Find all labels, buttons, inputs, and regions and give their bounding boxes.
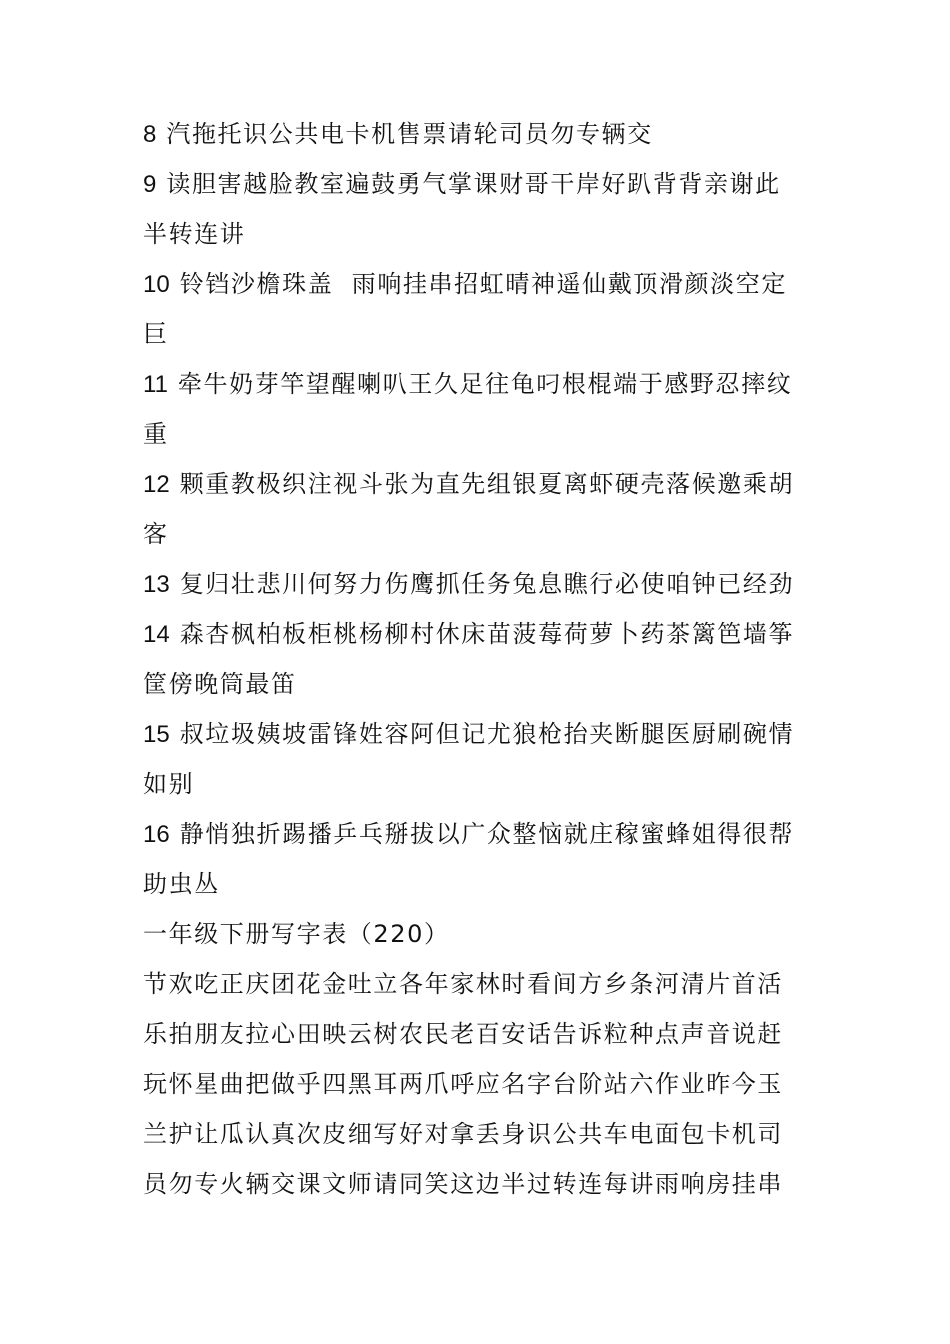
lesson-10-continuation: 巨 <box>143 320 169 348</box>
lesson-number: 8 <box>143 121 157 148</box>
lesson-characters: 叔垃圾姨坡雷锋姓容阿但记尤狼枪抬夹断腿医厨刷碗情 <box>179 720 795 748</box>
lesson-number: 11 <box>143 371 168 398</box>
lesson-number: 13 <box>143 571 170 598</box>
writing-table-line: 节欢吃正庆团花金吐立各年家林时看间方乡条河清片首活 <box>143 970 783 998</box>
lesson-11-continuation: 重 <box>143 420 169 448</box>
lesson-number: 14 <box>143 621 170 648</box>
lesson-9-continuation: 半转连讲 <box>143 220 246 248</box>
lesson-12-continuation: 客 <box>143 520 169 548</box>
lesson-14-line <box>143 609 813 659</box>
lesson-number: 12 <box>143 471 170 498</box>
lesson-number: 9 <box>143 171 157 198</box>
lesson-characters: 铃铛沙檐珠盖 雨响挂串招虹晴神遥仙戴顶滑颜淡空定 <box>179 270 787 298</box>
lesson-characters: 复归壮悲川何努力伤鹰抓任务兔息瞧行必使咱钟已经劲 <box>179 570 795 598</box>
lesson-13-line <box>143 559 813 609</box>
lesson-12-line <box>143 459 813 509</box>
lesson-15-continuation: 如别 <box>143 770 195 798</box>
lesson-16-continuation: 助虫丛 <box>143 870 220 898</box>
writing-table-title: 一年级下册写字表（220） <box>143 920 450 948</box>
lesson-characters: 读胆害越脸教室遍鼓勇气掌课财哥干岸好趴背背亲谢此 <box>166 170 781 198</box>
lesson-number: 10 <box>143 271 170 298</box>
lesson-characters: 颗重教极织注视斗张为直先组银夏离虾硬壳落候邀乘胡 <box>179 470 795 498</box>
lesson-10-line <box>143 259 813 309</box>
writing-table-line: 乐拍朋友拉心田映云树农民老百安话告诉粒种点声音说赶 <box>143 1020 783 1048</box>
writing-table-line: 玩怀星曲把做乎四黑耳两爪呼应名字台阶站六作业昨今玉 <box>143 1070 783 1098</box>
lesson-9-line <box>143 159 813 209</box>
lesson-8-line <box>143 109 813 159</box>
lesson-characters: 牵牛奶芽竿望醒喇叭王久足往龟叼根棍端于感野忍摔纹 <box>177 370 793 398</box>
writing-table-line: 员勿专火辆交课文师请同笑这边半过转连每讲雨响房挂串 <box>143 1170 783 1198</box>
lesson-14-continuation: 筐傍晚筒最笛 <box>143 670 297 698</box>
lesson-number: 15 <box>143 721 170 748</box>
lesson-11-line <box>143 359 813 409</box>
document-page <box>143 109 813 1209</box>
lesson-16-line <box>143 809 813 859</box>
lesson-number: 16 <box>143 821 170 848</box>
writing-table-line: 兰护让瓜认真次皮细写好对拿丢身识公共车电面包卡机司 <box>143 1120 783 1148</box>
lesson-characters: 静悄独折踢播乒乓掰拔以广众整恼就庄稼蜜蜂姐得很帮 <box>179 820 795 848</box>
lesson-15-line <box>143 709 813 759</box>
lesson-characters: 汽拖托识公共电卡机售票请轮司员勿专辆交 <box>166 120 653 148</box>
lesson-characters: 森杏枫柏板柜桃杨柳村休床苗菠莓荷萝卜药茶篱笆墙筝 <box>179 620 795 648</box>
